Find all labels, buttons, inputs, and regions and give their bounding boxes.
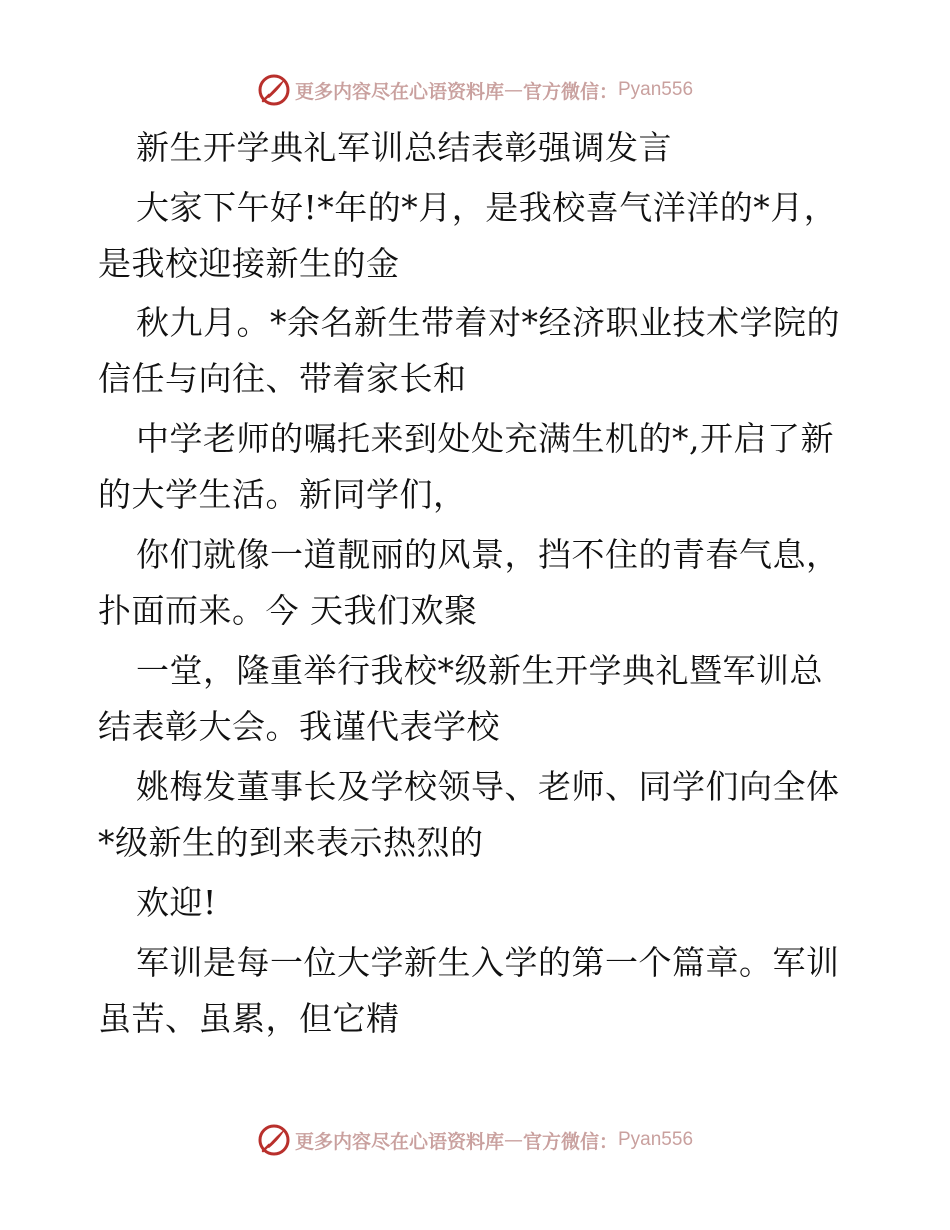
banner-dash: — <box>503 1129 523 1151</box>
body-line: 你们就像一道靓丽的风景，挡不住的青春气息， <box>136 535 840 574</box>
body-line: 姚梅发董事长及学校领导、老师、同学们向全体 <box>136 767 840 806</box>
banner-dash: — <box>503 79 523 101</box>
body-line: 扑面而来。今 天我们欢聚 <box>98 591 478 630</box>
footer-banner <box>0 1120 950 1160</box>
body-line: 中学老师的嘱托来到处处充满生机的*,开启了新 <box>136 419 834 458</box>
document-title: 新生开学典礼军训总结表彰强调发言 <box>136 128 672 167</box>
body-line: *级新生的到来表示热烈的 <box>98 823 484 862</box>
banner-label: 官方微信： <box>522 1130 618 1153</box>
banner-text: 更多内容尽在心语资料库 <box>294 1130 504 1153</box>
body-line: 的大学生活。新同学们， <box>98 475 467 514</box>
body-line: 信任与向往、带着家长和 <box>98 359 467 398</box>
body-line: 是我校迎接新生的金 <box>98 244 400 283</box>
banner-text: 更多内容尽在心语资料库 <box>294 80 504 103</box>
banner-label: 官方微信： <box>522 80 618 103</box>
body-line: 虽苦、虽累，但它精 <box>98 999 400 1038</box>
quill-logo-icon <box>257 73 291 107</box>
body-line: 军训是每一位大学新生入学的第一个篇章。军训 <box>136 943 840 982</box>
body-line: 一堂，隆重举行我校*级新生开学典礼暨军训总 <box>136 651 823 690</box>
body-line: 大家下午好!*年的*月，是我校喜气洋洋的*月， <box>136 188 838 227</box>
body-line: 结表彰大会。我谨代表学校 <box>98 707 500 746</box>
body-line: 秋九月。*余名新生带着对*经济职业技术学院的 <box>136 303 840 342</box>
quill-logo-icon <box>257 1123 291 1157</box>
header-banner <box>0 70 950 110</box>
banner-handle: Pyan556 <box>618 79 694 100</box>
banner-handle: Pyan556 <box>618 1129 694 1150</box>
body-line: 欢迎! <box>136 883 217 922</box>
